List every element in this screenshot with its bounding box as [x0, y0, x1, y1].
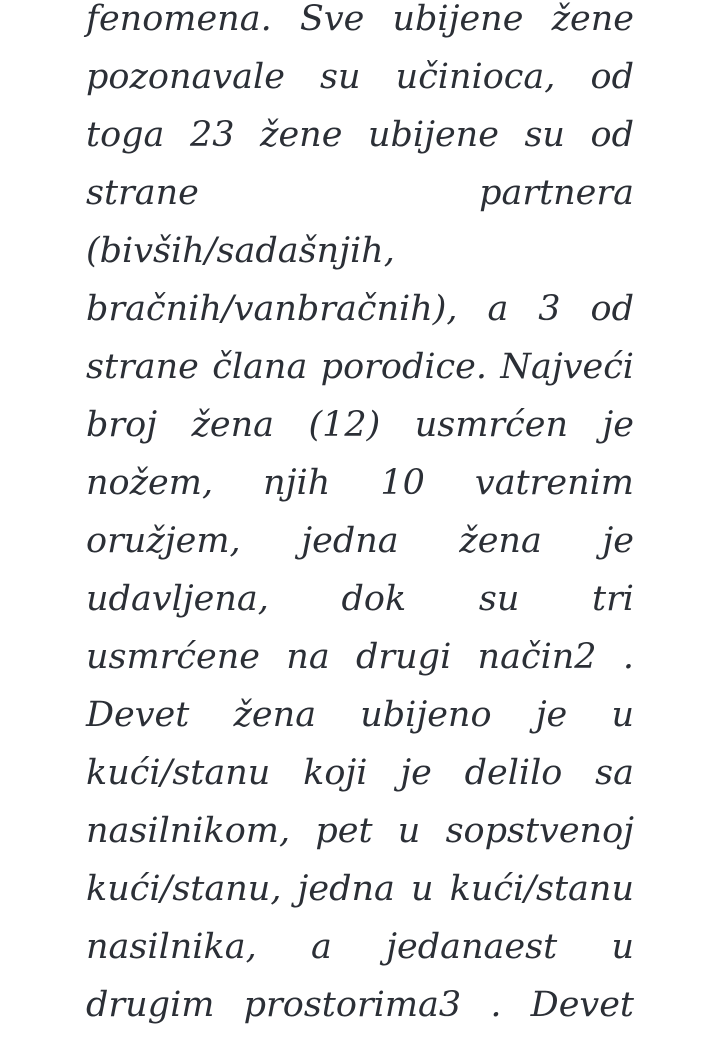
text-line: strane partnera	[86, 173, 634, 213]
text-line: nasilnika, a jedanaest u	[86, 927, 634, 967]
text-line: strane člana porodice. Najveći	[86, 347, 634, 387]
text-line: (bivših/sadašnjih,	[86, 231, 395, 271]
text-line: broj žena (12) usmrćen je	[86, 405, 634, 445]
article-text	[86, 0, 634, 1034]
text-line: Devet žena ubijeno je u	[86, 695, 634, 735]
text-line: drugim prostorima3 . Devet	[86, 985, 634, 1025]
text-line: usmrćene na drugi način2 .	[86, 637, 634, 677]
text-line: kući/stanu, jedna u kući/stanu	[86, 869, 634, 909]
text-line: nasilnikom, pet u sopstvenoj	[86, 811, 634, 851]
text-line: pozonavale su učinioca, od	[86, 57, 634, 97]
text-line: oružjem, jedna žena je	[86, 521, 634, 561]
text-line: toga 23 žene ubijene su od	[86, 115, 634, 155]
text-line: kući/stanu koji je delilo sa	[86, 753, 634, 793]
text-line: bračnih/vanbračnih), a 3 od	[86, 289, 634, 329]
text-line: nožem, njih 10 vatrenim	[86, 463, 634, 503]
text-line: fenomena. Sve ubijene žene	[86, 0, 634, 39]
text-line: udavljena, dok su tri	[86, 579, 634, 619]
